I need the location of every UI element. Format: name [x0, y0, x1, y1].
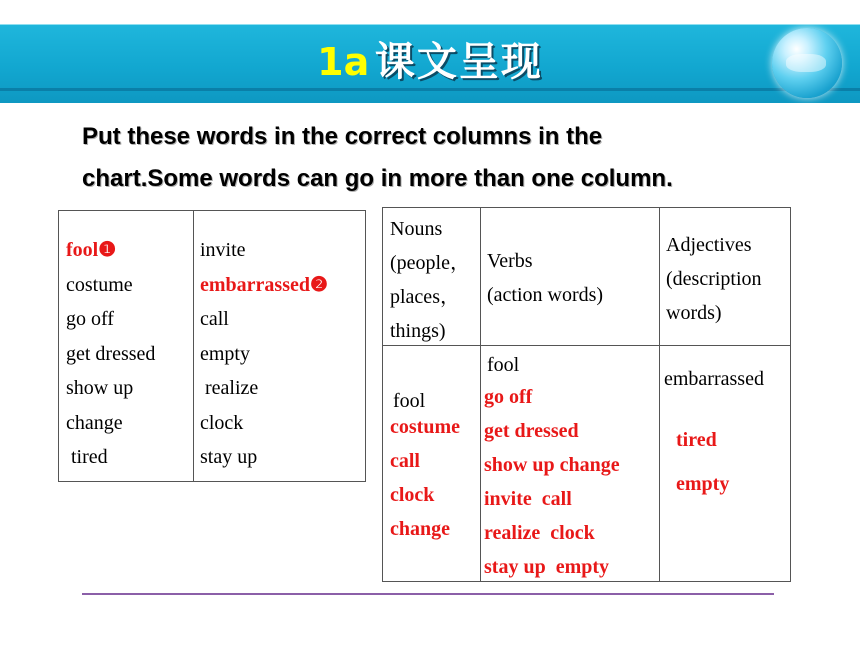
word-item: embarrassed❷	[200, 273, 328, 296]
word-item: invite	[200, 239, 246, 261]
answer-word: change	[390, 518, 450, 540]
slide-title	[0, 24, 860, 100]
instruction-line-1: Put these words in the correct columns in the	[82, 123, 603, 150]
word-item: fool❶	[66, 239, 117, 261]
answer-word: get dressed	[484, 420, 579, 442]
answer-word: invite call	[484, 488, 572, 510]
title-number: 1a	[317, 40, 370, 84]
chart-divider-2	[659, 208, 660, 581]
word-item: go off	[66, 308, 114, 330]
adjectives-given: embarrassed	[664, 368, 764, 390]
word-list-box	[58, 210, 366, 482]
verbs-given: fool	[487, 354, 520, 376]
answer-word: stay up empty	[484, 556, 610, 578]
answer-word: realize clock	[484, 522, 595, 544]
word-box-divider	[193, 211, 194, 481]
bottom-rule	[82, 593, 774, 595]
nouns-answers	[390, 410, 460, 546]
word-column-1	[66, 233, 155, 475]
word-item: costume	[66, 273, 133, 296]
header-verbs: Verbs (action words)	[487, 250, 604, 306]
adjectives-answers	[676, 418, 729, 506]
answer-word: costume	[390, 416, 460, 438]
answer-word: show up change	[484, 454, 620, 476]
word-item: get dressed	[66, 342, 156, 365]
instruction-text	[82, 116, 802, 200]
header-nouns: Nouns (people， places， things)	[390, 218, 470, 342]
answer-word: clock	[390, 484, 435, 506]
nouns-given: fool	[393, 390, 426, 412]
word-item: stay up	[200, 446, 258, 468]
title-chinese: 课文呈现	[374, 39, 543, 85]
word-column-2	[200, 233, 328, 475]
word-item: realize	[200, 377, 259, 399]
word-item: change	[66, 411, 123, 434]
word-item: clock	[200, 411, 244, 434]
chart-divider-1	[480, 208, 481, 581]
answer-word: go off	[484, 386, 533, 408]
word-item: show up	[66, 377, 134, 399]
classification-chart	[382, 207, 791, 582]
word-item: call	[200, 308, 229, 330]
instruction-line-2: chart.Some words can go in more than one column.	[82, 165, 673, 192]
word-item: empty	[200, 342, 250, 365]
verbs-answers	[484, 380, 620, 584]
header-adjectives: Adjectives (description words)	[666, 234, 762, 324]
globe-icon	[772, 28, 842, 98]
answer-word: call	[390, 450, 420, 472]
word-item: tired	[66, 446, 108, 468]
answer-word: empty	[676, 473, 730, 495]
answer-word: tired	[676, 429, 717, 451]
